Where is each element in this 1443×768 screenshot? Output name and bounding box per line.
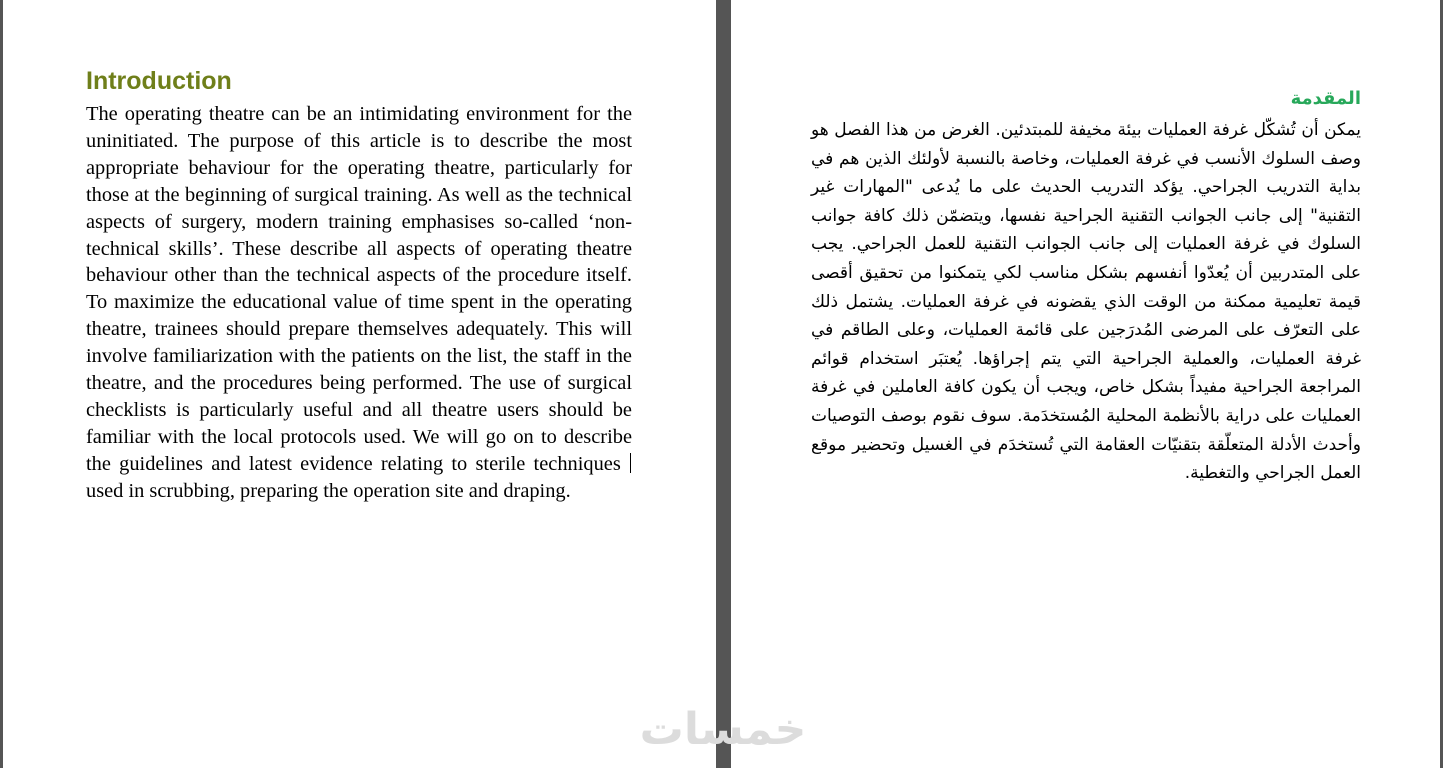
english-text-after-cursor: used in scrubbing, preparing the operation site and draping. [86,479,571,502]
english-text-before-cursor: The operating theatre can be an intimidating environment for the uninitiated. The purpose of this article is to describe the most appropriate behaviour for the operating theatre, particularly for those at the beginning of surgical training. As well as the technical aspects of surgery, modern training emphasises so-called ‘non-technical skills’. These describe all aspects of operating theatre behaviour other than the technical aspects of the procedure itself. To maximize the educational value of time spent in the operating theatre, trainees should prepare themselves adequately. This will involve familiarization with the patients on the list, the staff in the theatre, and the procedures being performed. The use of surgical checklists is particularly useful and all theatre users should be familiar with the local protocols used. We will go on to describe the guidelines and latest evidence relating to sterile techniques [86,103,632,475]
english-heading: Introduction [86,67,232,95]
arabic-heading: المقدمة [1290,88,1361,109]
watermark-logo: خمسات [639,704,807,755]
english-paragraph[interactable] [86,101,632,505]
text-cursor [630,453,631,473]
arabic-paragraph[interactable]: يمكن أن تُشكّل غرفة العمليات بيئة مخيفة للمبتدئين. الغرض من هذا الفصل هو وصف السلوك الأنسب في غرفة العمليات، وخاصة بالنسبة لأولئك الذين هم في بداية التدريب الجراحي. يؤكد التدريب الحديث على ما يُدعى "المهارات غير التقنية" إلى جانب الجوانب التقنية الجراحية نفسها، ويتضمّن ذلك كافة جوانب السلوك في غرفة العمليات إلى جانب الجوانب التقنية للعمل الجراحي. يجب على المتدربين أن يُعدّوا أنفسهم بشكل مناسب لكي يتمكنوا من تحقيق أقصى قيمة تعليمية ممكنة من الوقت الذي يقضونه في غرفة العمليات. يشتمل ذلك على التعرّف على المرضى المُدرَجين على قائمة العمليات، وعلى الطاقم في غرفة العمليات، والعملية الجراحية التي يتم إجراؤها. يُعتبَر استخدام قوائم المراجعة الجراحية مفيداً بشكل خاص، ويجب أن يكون كافة العاملين في غرفة العمليات على دراية بالأنظمة المحلية المُستخدَمة. سوف نقوم بوصف التوصيات وأحدث الأدلة المتعلّقة بتقنيّات العقامة التي تُستخدَم في الغسيل وتحضير موقع العمل الجراحي والتغطية. [811,120,1361,484]
page-separator [716,0,731,768]
english-page[interactable] [3,0,716,768]
arabic-page[interactable] [731,0,1440,768]
